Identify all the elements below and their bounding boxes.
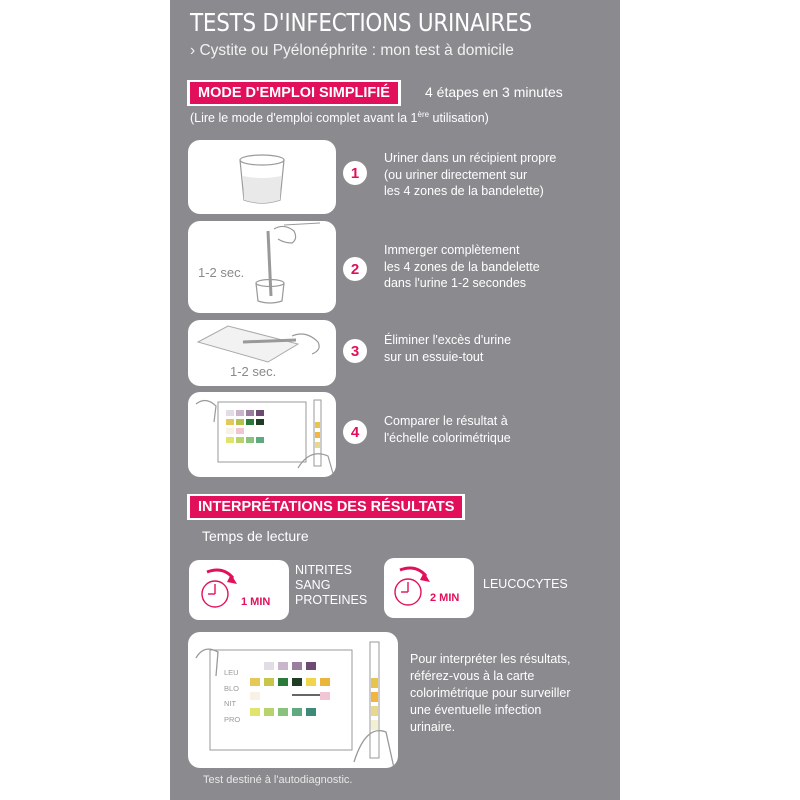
reading-time-label: Temps de lecture [202, 528, 309, 544]
color-chart-illustration [188, 632, 398, 768]
step-2-time-label: 1-2 sec. [198, 265, 245, 280]
timer-2-card [384, 558, 474, 618]
interpretation-text: Pour interpréter les résultats, référez-vous à la carte colorimétrique pour surveiller une éventuelle infection urinaire. [410, 652, 571, 734]
timer-1-tests: NITRITES SANG PROTEINES [295, 563, 368, 607]
results-banner-label: INTERPRÉTATIONS DES RÉSULTATS [190, 496, 462, 518]
page-subtitle: › Cystite ou Pyélonéphrite : mon test à domicile [190, 42, 514, 59]
step-2-illustration [188, 221, 336, 313]
cup-icon [188, 140, 336, 214]
footer-note: Test destiné à l'autodiagnostic. [203, 774, 353, 786]
step-2-number: 2 [343, 257, 367, 281]
step-3-text: Éliminer l'excès d'urine sur un essuie-tout [384, 333, 512, 364]
page-title: TESTS D'INFECTIONS URINAIRES [190, 8, 532, 37]
timer-2-duration: 2 MIN [430, 592, 460, 604]
package-panel [170, 0, 620, 800]
timer-1-duration: 1 MIN [241, 596, 271, 608]
timer-icon [384, 558, 474, 618]
step-1-number: 1 [343, 161, 367, 185]
color-chart-icon [188, 632, 398, 768]
step-4-text: Comparer le résultat à l'échelle colorimétrique [384, 414, 511, 445]
step-2-text: Immerger complètement les 4 zones de la bandelette dans l'urine 1-2 secondes [384, 243, 540, 290]
results-banner [187, 494, 465, 520]
timer-2-tests: LEUCOCYTES [483, 577, 568, 591]
step-3-time-label: 1-2 sec. [230, 364, 277, 379]
instructions-banner-label: MODE D'EMPLOI SIMPLIFIÉ [190, 82, 398, 104]
instructions-tagline: 4 étapes en 3 minutes [425, 84, 563, 100]
step-4-number: 4 [343, 420, 367, 444]
timer-1-card [189, 560, 289, 620]
chart-row-labels: LEU BLO NIT PRO [224, 668, 241, 724]
step-1-illustration [188, 140, 336, 214]
step-3-illustration [188, 320, 336, 386]
step-1-text: Uriner dans un récipient propre (ou uriner directement sur les 4 zones de la bandelette) [384, 151, 557, 198]
timer-icon [189, 560, 289, 620]
step-3-number: 3 [343, 339, 367, 363]
instructions-banner [187, 80, 401, 106]
color-chart-icon [188, 392, 336, 477]
instructions-note: (Lire le mode d'emploi complet avant la 1ère utilisation) [190, 110, 489, 126]
step-4-illustration [188, 392, 336, 477]
